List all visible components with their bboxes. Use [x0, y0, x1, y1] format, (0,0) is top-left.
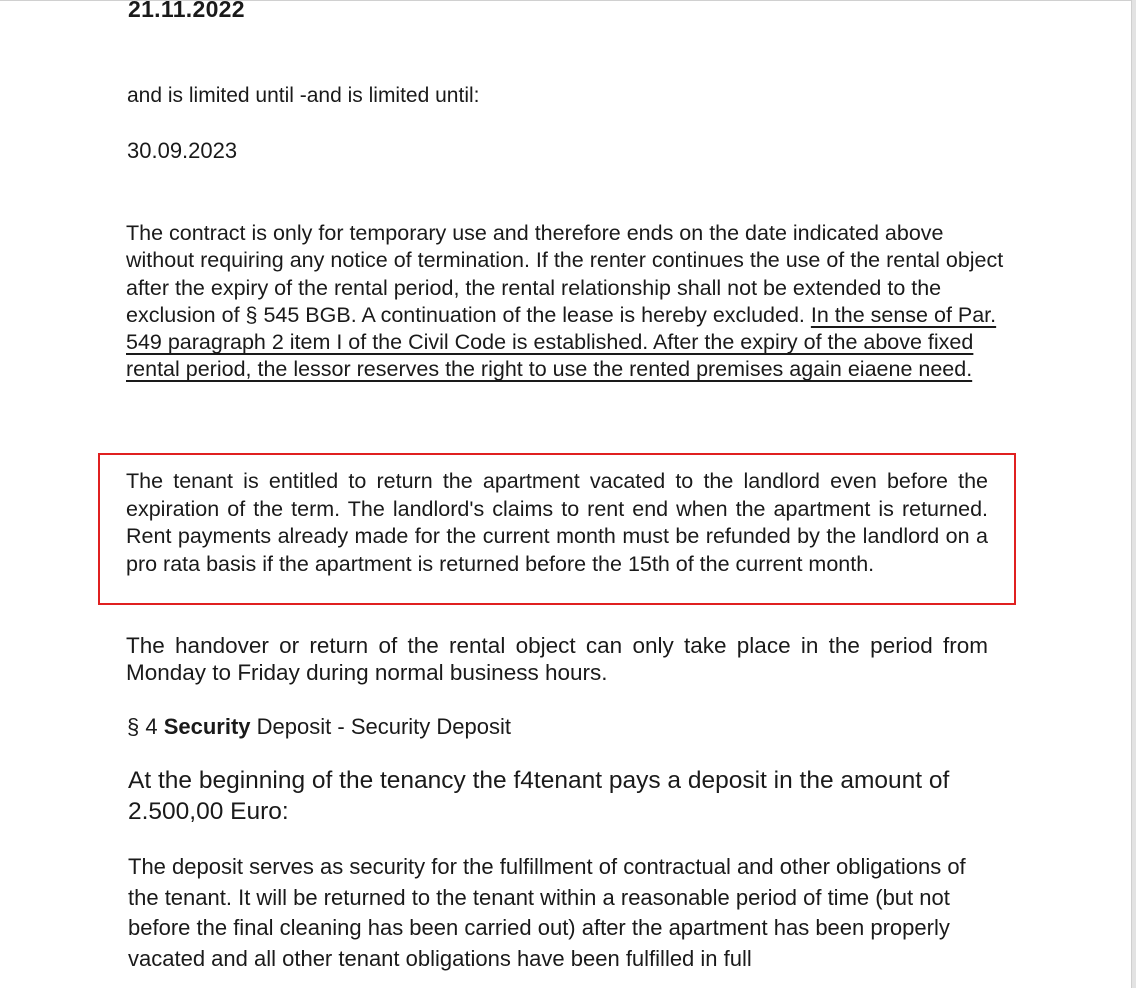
section-4-rest: Deposit - Security Deposit	[256, 714, 511, 739]
early-return-paragraph: The tenant is entitled to return the apartment vacated to the landlord even before the expiration of the term. The landlord's claims to rent end when the apartment is returned. Rent payments already made for the current month must be refunded by the landlord on a pro rata basis if the apartment is returned before the 15th of the current month.	[126, 469, 988, 576]
civil-code-underlined-text: In the sense of Par. 549 paragraph 2 item I of the Civil Code is established. After the expiry of the above fixed rental period, the lessor reserves the right to use the rented premises again eiaene need.	[126, 302, 997, 382]
temporary-use-paragraph	[126, 220, 1006, 384]
section-4-heading	[127, 714, 511, 740]
start-date: 21.11.2022	[128, 0, 245, 22]
limited-until-label: and is limited until -and is limited until:	[127, 84, 480, 107]
section-4-bold: Security	[163, 714, 251, 739]
temporary-use-text: The contract is only for temporary use and therefore ends on the date indicated above without requiring any notice of termination. If the renter continues the use of the rental object after the expiry of the rental period, the rental relationship shall not be extended to the exclusion of § 545 BGB. A continuation of the lease is hereby excluded.	[126, 221, 1004, 327]
section-4-prefix: § 4	[127, 714, 158, 739]
end-date: 30.09.2023	[127, 138, 238, 163]
deposit-amount-paragraph: At the beginning of the tenancy the f4tenant pays a deposit in the amount of 2.500,00 Euro:	[128, 767, 950, 825]
deposit-security-paragraph: The deposit serves as security for the fulfillment of contractual and other obligations of the tenant. It will be returned to the tenant within a reasonable period of time (but not before the final cleaning has been carried out) after the apartment has been properly vacated and all other tenant obligations have been fulfilled in full	[128, 854, 966, 971]
handover-paragraph: The handover or return of the rental object can only take place in the period from Monday to Friday during normal business hours.	[126, 633, 988, 685]
scrollbar-track[interactable]	[1131, 0, 1136, 988]
